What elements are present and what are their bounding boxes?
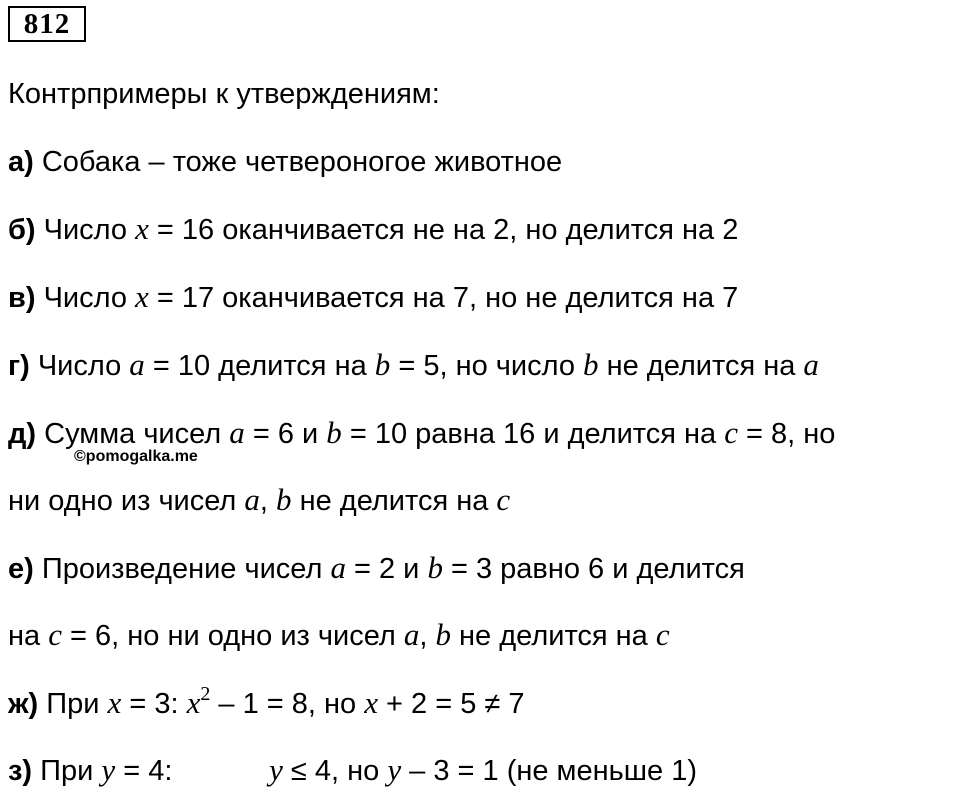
item-b: [8, 211, 738, 248]
intro-text: [8, 76, 440, 112]
item-zh-label: ж): [8, 688, 39, 720]
item-d-variable: c: [724, 415, 738, 450]
item-g-text: = 5, но число: [390, 350, 584, 382]
item-e-variable: b: [435, 617, 451, 652]
item-g: [8, 347, 819, 384]
item-g-text: не делится на: [598, 350, 804, 382]
item-zh: [8, 685, 525, 722]
item-z-text: = 4:: [115, 755, 173, 787]
problem-number: 812: [8, 6, 86, 42]
item-z-gap: [172, 755, 269, 787]
item-g-text: = 10 делится на: [144, 350, 375, 382]
item-b-label: б): [8, 214, 36, 246]
item-e-label: е): [8, 553, 34, 585]
item-e-variable: a: [403, 617, 420, 652]
item-d-text: Сумма чисел: [44, 418, 230, 450]
item-a-text: Собака – тоже четвероногое животное: [41, 146, 563, 178]
intro-label: Контрпримеры к утверждениям:: [8, 78, 440, 110]
item-z-text: При: [40, 755, 102, 787]
item-g-variable: a: [129, 347, 145, 382]
item-zh-exponent: 2: [200, 683, 211, 705]
item-g-text: Число: [37, 350, 130, 382]
item-a-label: а): [8, 146, 34, 178]
item-d-variable: c: [496, 482, 511, 517]
item-e-variable: b: [427, 550, 443, 585]
item-a: [8, 144, 562, 180]
item-e-text: ,: [419, 620, 436, 652]
item-z-variable: y: [387, 752, 402, 787]
item-e-variable: c: [48, 617, 62, 652]
item-d-text: ,: [259, 485, 277, 517]
item-z-text: – 3 = 1 (не меньше 1): [401, 755, 697, 787]
item-b-variable: x: [135, 211, 149, 246]
item-d-text: = 6 и: [244, 418, 327, 450]
item-d-label: д): [8, 418, 37, 450]
watermark: ©pomogalka.me: [74, 448, 198, 465]
item-b-text: Число: [43, 214, 136, 246]
item-zh-variable: x: [186, 685, 201, 720]
item-v-text: Число: [43, 282, 136, 314]
item-d-variable: a: [229, 415, 245, 450]
item-e-variable: c: [655, 617, 670, 652]
item-d-variable: b: [326, 415, 342, 450]
item-zh-text: – 1 = 8, но: [210, 688, 365, 720]
item-e-text: = 6, но ни одно из чисел: [61, 620, 404, 652]
item-zh-text: = 3:: [121, 688, 187, 720]
item-g-variable: a: [803, 347, 819, 382]
item-e-text: не делится на: [450, 620, 656, 652]
item-e-variable: a: [330, 550, 346, 585]
item-v-variable: x: [135, 279, 149, 314]
item-d-text: не делится на: [291, 485, 497, 517]
item-d-line2: [8, 482, 510, 519]
item-zh-variable: x: [364, 685, 378, 720]
item-zh-variable: x: [107, 685, 122, 720]
item-z-variable: y: [269, 752, 283, 787]
item-d-text: = 8, но: [737, 418, 836, 450]
item-e-text: = 2 и: [345, 553, 428, 585]
item-b-text: = 16 оканчивается не на 2, но делится на 2: [148, 214, 739, 246]
item-v-text: = 17 оканчивается на 7, но не делится на 7: [148, 282, 739, 314]
item-d-text: ни одно из чисел: [8, 485, 245, 517]
item-g-variable: b: [583, 347, 599, 382]
item-z: [8, 752, 697, 789]
item-e: [8, 550, 745, 587]
item-zh-text: При: [46, 688, 108, 720]
item-d-variable: a: [244, 482, 260, 517]
item-d-variable: b: [276, 482, 292, 517]
item-v-label: в): [8, 282, 36, 314]
item-g-variable: b: [374, 347, 391, 382]
item-zh-text: + 2 = 5 ≠ 7: [377, 688, 525, 720]
item-d-text: = 10 равна 16 и делится на: [341, 418, 725, 450]
item-z-text: ≤ 4, но: [282, 755, 388, 787]
item-e-text: Произведение чисел: [41, 553, 331, 585]
item-e-text: на: [8, 620, 49, 652]
item-z-label: з): [8, 755, 33, 787]
item-g-label: г): [8, 350, 30, 382]
item-z-variable: y: [101, 752, 116, 787]
item-e-text: = 3 равно 6 и делится: [442, 553, 745, 585]
item-e-line2: [8, 617, 670, 654]
item-v: [8, 279, 738, 316]
